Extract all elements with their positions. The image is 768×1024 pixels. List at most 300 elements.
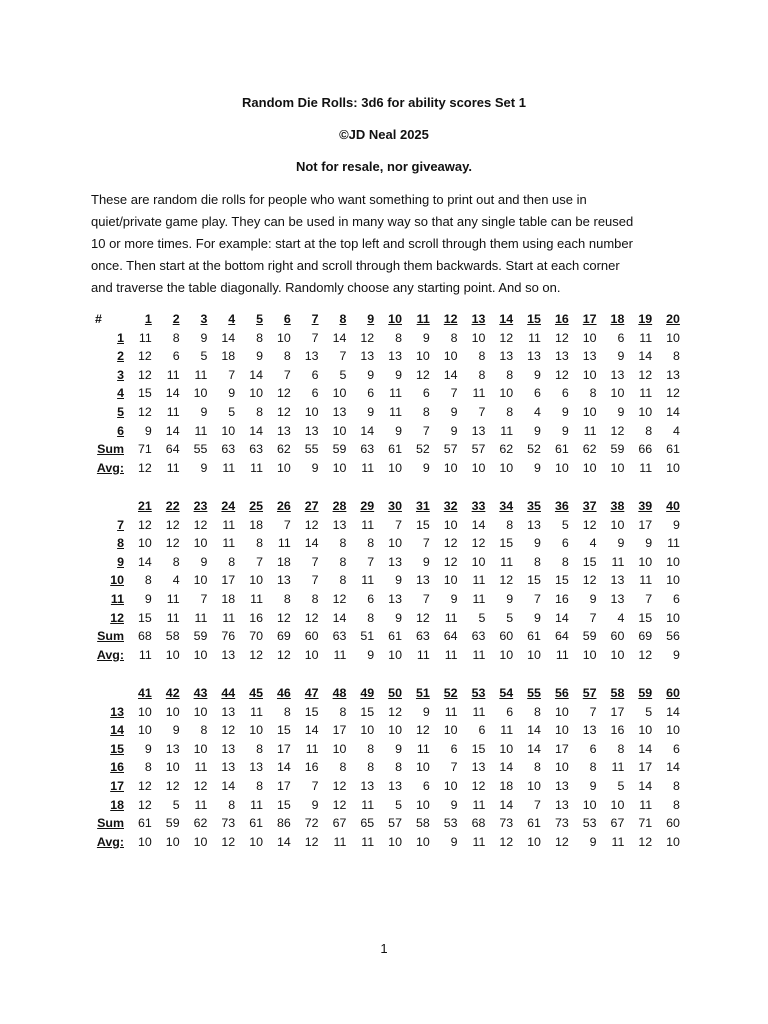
- roll-cell: 12: [554, 367, 569, 382]
- row-label: 6: [117, 423, 124, 438]
- roll-cell: 10: [415, 349, 430, 364]
- roll-cell: 5: [339, 367, 347, 382]
- roll-cell: 7: [478, 404, 486, 419]
- roll-cell: 14: [443, 367, 458, 382]
- roll-cell: 8: [283, 591, 291, 606]
- roll-cell: 14: [471, 517, 486, 532]
- header-row: [88, 310, 680, 329]
- roll-cell: 15: [554, 573, 569, 588]
- roll-cell: 9: [144, 741, 152, 756]
- roll-cell: 10: [332, 423, 347, 438]
- roll-table-block-3: [88, 684, 680, 851]
- roll-cell: 9: [617, 349, 625, 364]
- roll-cell: 14: [304, 536, 319, 551]
- roll-cell: 8: [339, 554, 347, 569]
- roll-cell: 10: [443, 349, 458, 364]
- roll-cell: 8: [256, 536, 263, 551]
- roll-cell: 61: [666, 442, 680, 457]
- roll-cell: 14: [165, 386, 180, 401]
- intro-line: and traverse the table diagonally. Randomly choose any starting point. And so on.: [91, 280, 561, 295]
- roll-cell: 8: [283, 349, 291, 364]
- roll-cell: 14: [138, 554, 152, 569]
- roll-cell: 10: [666, 330, 680, 345]
- column-header: 34: [499, 499, 514, 513]
- roll-cell: 6: [367, 386, 375, 401]
- table-row: [88, 329, 680, 348]
- row-label: Sum: [97, 816, 124, 831]
- header-row: [88, 497, 680, 516]
- roll-cell: 14: [276, 760, 291, 775]
- roll-cell: 52: [527, 442, 541, 457]
- roll-cell: 11: [277, 536, 291, 551]
- row-label: 10: [110, 573, 124, 588]
- intro-line: 10 or more times. For example: start at the top left and scroll through them using each number: [91, 236, 633, 251]
- roll-cell: 8: [395, 330, 402, 345]
- roll-cell: 17: [332, 723, 347, 738]
- roll-cell: 10: [249, 723, 263, 738]
- roll-cell: 11: [194, 760, 208, 775]
- table-row: [88, 459, 680, 478]
- roll-cell: 59: [332, 442, 347, 457]
- roll-cell: 10: [666, 460, 680, 475]
- roll-cell: 13: [527, 517, 541, 532]
- column-header: 46: [276, 686, 291, 700]
- roll-cell: 9: [589, 834, 597, 849]
- roll-cell: 9: [422, 704, 430, 719]
- roll-cell: 11: [667, 536, 680, 551]
- roll-cell: 16: [304, 760, 319, 775]
- roll-cell: 5: [645, 704, 653, 719]
- roll-cell: 67: [332, 816, 347, 831]
- roll-cell: 14: [360, 423, 375, 438]
- row-label: 14: [110, 723, 124, 738]
- roll-cell: 69: [638, 629, 653, 644]
- intro-paragraph: [91, 189, 681, 299]
- roll-cell: 10: [554, 460, 569, 475]
- roll-cell: 7: [534, 797, 541, 812]
- roll-cell: 12: [304, 610, 319, 625]
- roll-cell: 10: [582, 330, 597, 345]
- roll-cell: 8: [311, 591, 319, 606]
- roll-cell: 68: [471, 816, 486, 831]
- roll-cell: 10: [666, 723, 680, 738]
- roll-cell: 10: [610, 797, 625, 812]
- roll-cell: 17: [638, 517, 653, 532]
- roll-cell: 11: [444, 704, 458, 719]
- roll-cell: 73: [499, 816, 514, 831]
- roll-cell: 17: [610, 704, 625, 719]
- roll-cell: 9: [367, 367, 375, 382]
- roll-cell: 10: [388, 460, 402, 475]
- roll-cell: 12: [304, 517, 319, 532]
- roll-cell: 8: [172, 554, 180, 569]
- roll-cell: 11: [250, 460, 263, 475]
- roll-cell: 15: [304, 704, 319, 719]
- column-header: 8: [339, 312, 347, 326]
- column-header: 18: [610, 312, 625, 326]
- column-header: 29: [360, 499, 375, 513]
- roll-cell: 14: [499, 797, 514, 812]
- roll-cell: 12: [499, 834, 514, 849]
- roll-cell: 10: [332, 386, 347, 401]
- roll-cell: 11: [639, 460, 653, 475]
- column-header: 17: [582, 312, 597, 326]
- roll-cell: 63: [471, 629, 486, 644]
- roll-cell: 60: [304, 629, 319, 644]
- roll-cell: 10: [638, 554, 653, 569]
- roll-cell: 11: [250, 704, 263, 719]
- roll-cell: 11: [333, 834, 347, 849]
- roll-cell: 10: [388, 723, 402, 738]
- roll-cell: 13: [360, 778, 375, 793]
- column-header: 9: [367, 312, 375, 326]
- roll-cell: 7: [534, 591, 541, 606]
- roll-cell: 8: [367, 741, 375, 756]
- table-row: [88, 553, 680, 572]
- table-row: [88, 422, 680, 441]
- column-header: 54: [499, 686, 514, 700]
- roll-cell: 14: [165, 423, 180, 438]
- column-header: 58: [610, 686, 625, 700]
- roll-cell: 66: [638, 442, 653, 457]
- roll-cell: 18: [221, 591, 236, 606]
- roll-cell: 14: [638, 349, 653, 364]
- roll-cell: 14: [666, 704, 680, 719]
- roll-cell: 57: [388, 816, 402, 831]
- roll-cell: 11: [472, 647, 486, 662]
- roll-cell: 53: [443, 816, 458, 831]
- roll-cell: 8: [256, 330, 263, 345]
- roll-cell: 9: [450, 423, 458, 438]
- roll-cell: 11: [222, 517, 236, 532]
- table-row: [88, 627, 680, 646]
- roll-cell: 61: [249, 816, 263, 831]
- roll-cell: 9: [561, 423, 569, 438]
- roll-cell: 10: [165, 704, 180, 719]
- column-header: 41: [138, 686, 152, 700]
- roll-cell: 8: [283, 704, 291, 719]
- roll-cell: 15: [582, 554, 597, 569]
- roll-cell: 10: [610, 517, 625, 532]
- roll-cell: 6: [311, 367, 319, 382]
- roll-cell: 10: [193, 741, 208, 756]
- roll-cell: 10: [471, 330, 486, 345]
- column-header: 2: [172, 312, 180, 326]
- roll-cell: 9: [172, 723, 180, 738]
- roll-cell: 4: [673, 423, 680, 438]
- roll-cell: 12: [582, 573, 597, 588]
- column-header: 24: [221, 499, 236, 513]
- roll-cell: 10: [193, 834, 208, 849]
- roll-cell: 58: [165, 629, 180, 644]
- roll-cell: 10: [666, 554, 680, 569]
- roll-cell: 12: [304, 834, 319, 849]
- roll-cell: 9: [534, 536, 541, 551]
- roll-cell: 12: [165, 517, 180, 532]
- column-header: 59: [638, 686, 653, 700]
- column-header: 60: [666, 686, 680, 700]
- roll-cell: 13: [554, 797, 569, 812]
- column-header: 37: [582, 499, 597, 513]
- roll-cell: 8: [478, 349, 486, 364]
- roll-cell: 7: [339, 349, 347, 364]
- roll-cell: 14: [276, 834, 291, 849]
- roll-cell: 7: [422, 591, 430, 606]
- row-label: 5: [117, 404, 124, 419]
- roll-cell: 13: [610, 573, 625, 588]
- roll-cell: 10: [471, 460, 486, 475]
- roll-cell: 6: [561, 536, 569, 551]
- column-header: 56: [554, 686, 569, 700]
- roll-cell: 14: [638, 778, 653, 793]
- row-label: Sum: [97, 442, 124, 457]
- roll-cell: 13: [666, 367, 680, 382]
- roll-cell: 63: [360, 442, 375, 457]
- roll-cell: 12: [332, 591, 347, 606]
- roll-cell: 12: [443, 536, 458, 551]
- roll-cell: 9: [228, 386, 236, 401]
- roll-cell: 15: [527, 573, 541, 588]
- roll-cell: 9: [645, 536, 653, 551]
- roll-cell: 15: [138, 610, 152, 625]
- roll-cell: 14: [638, 741, 653, 756]
- roll-cell: 10: [304, 404, 319, 419]
- roll-cell: 17: [221, 573, 236, 588]
- roll-cell: 10: [388, 647, 402, 662]
- row-label: Avg:: [96, 460, 124, 475]
- roll-cell: 15: [638, 610, 653, 625]
- roll-cell: 5: [561, 517, 569, 532]
- roll-cell: 9: [395, 610, 402, 625]
- roll-cell: 12: [666, 386, 680, 401]
- roll-cell: 6: [367, 591, 375, 606]
- roll-cell: 8: [200, 723, 208, 738]
- row-label: Sum: [97, 629, 124, 644]
- roll-cell: 10: [304, 647, 319, 662]
- roll-cell: 8: [339, 760, 347, 775]
- column-header: 26: [276, 499, 291, 513]
- roll-cell: 9: [395, 423, 402, 438]
- roll-cell: 4: [172, 573, 180, 588]
- roll-cell: 16: [554, 591, 569, 606]
- roll-cell: 5: [172, 797, 180, 812]
- column-header: 23: [193, 499, 208, 513]
- roll-cell: 13: [388, 778, 402, 793]
- roll-cell: 16: [249, 610, 263, 625]
- roll-cell: 76: [221, 629, 236, 644]
- column-header: 57: [582, 686, 597, 700]
- row-label: 12: [110, 610, 124, 625]
- roll-cell: 61: [388, 629, 402, 644]
- roll-cell: 62: [499, 442, 514, 457]
- roll-cell: 10: [193, 704, 208, 719]
- roll-cell: 11: [500, 554, 514, 569]
- roll-cell: 6: [172, 349, 180, 364]
- roll-cell: 11: [166, 367, 180, 382]
- roll-cell: 51: [360, 629, 375, 644]
- roll-cell: 13: [554, 349, 569, 364]
- roll-cell: 14: [666, 404, 680, 419]
- roll-cell: 8: [395, 760, 402, 775]
- roll-cell: 61: [138, 816, 152, 831]
- table-row: [88, 796, 680, 815]
- column-header: 14: [499, 312, 514, 326]
- roll-cell: 12: [138, 460, 152, 475]
- roll-cell: 9: [395, 741, 402, 756]
- roll-cell: 13: [415, 573, 430, 588]
- roll-cell: 10: [638, 404, 653, 419]
- roll-cell: 18: [221, 349, 236, 364]
- roll-cell: 11: [583, 423, 597, 438]
- roll-cell: 62: [582, 442, 597, 457]
- roll-cell: 9: [450, 404, 458, 419]
- table-row: [88, 646, 680, 665]
- roll-cell: 11: [639, 330, 653, 345]
- row-label: Avg:: [96, 834, 124, 849]
- roll-cell: 60: [610, 629, 625, 644]
- table-row: [88, 703, 680, 722]
- column-header: 5: [256, 312, 263, 326]
- roll-cell: 10: [388, 834, 402, 849]
- roll-cell: 7: [311, 573, 319, 588]
- column-header: 50: [388, 686, 402, 700]
- roll-cell: 10: [249, 386, 263, 401]
- roll-cell: 8: [450, 330, 458, 345]
- column-header: 30: [388, 499, 402, 513]
- roll-cell: 69: [276, 629, 291, 644]
- roll-cell: 5: [200, 349, 208, 364]
- roll-cell: 9: [534, 367, 541, 382]
- column-header: 25: [249, 499, 263, 513]
- roll-cell: 7: [422, 423, 430, 438]
- roll-cell: 7: [367, 554, 375, 569]
- roll-cell: 15: [471, 741, 486, 756]
- roll-cell: 10: [443, 460, 458, 475]
- roll-cell: 10: [193, 386, 208, 401]
- corner-label: [88, 497, 124, 516]
- roll-cell: 7: [200, 591, 208, 606]
- roll-cell: 12: [276, 404, 291, 419]
- column-header: 48: [332, 686, 347, 700]
- roll-cell: 10: [499, 741, 514, 756]
- roll-cell: 7: [283, 367, 291, 382]
- roll-cell: 14: [249, 423, 263, 438]
- column-header: 7: [311, 312, 319, 326]
- roll-cell: 11: [166, 460, 180, 475]
- roll-cell: 55: [193, 442, 208, 457]
- roll-cell: 10: [527, 778, 541, 793]
- table-row: [88, 403, 680, 422]
- roll-cell: 73: [554, 816, 569, 831]
- roll-cell: 11: [555, 647, 569, 662]
- roll-cell: 6: [589, 741, 597, 756]
- roll-cell: 12: [138, 797, 152, 812]
- roll-cell: 11: [444, 610, 458, 625]
- column-header: 47: [304, 686, 319, 700]
- roll-cell: 13: [360, 349, 375, 364]
- roll-cell: 11: [361, 573, 375, 588]
- roll-cell: 8: [339, 536, 347, 551]
- roll-cell: 14: [221, 330, 236, 345]
- roll-cell: 12: [471, 536, 486, 551]
- roll-cell: 13: [499, 349, 514, 364]
- roll-cell: 11: [472, 591, 486, 606]
- roll-cell: 5: [478, 610, 486, 625]
- column-header: 19: [638, 312, 653, 326]
- roll-cell: 14: [221, 778, 236, 793]
- column-header: 53: [471, 686, 486, 700]
- roll-cell: 11: [333, 647, 347, 662]
- roll-cell: 8: [172, 330, 180, 345]
- roll-cell: 9: [200, 404, 208, 419]
- roll-cell: 8: [506, 404, 514, 419]
- row-label: 11: [110, 591, 124, 606]
- roll-cell: 6: [617, 330, 625, 345]
- roll-cell: 9: [367, 404, 375, 419]
- roll-cell: 11: [389, 386, 402, 401]
- roll-cell: 10: [527, 647, 541, 662]
- intro-line: These are random die rolls for people who want something to print out and then use in: [91, 192, 587, 207]
- table-row: [88, 814, 680, 833]
- column-header: 4: [228, 312, 236, 326]
- roll-cell: 14: [332, 330, 347, 345]
- roll-cell: 11: [472, 834, 486, 849]
- roll-cell: 9: [395, 367, 402, 382]
- roll-cell: 8: [673, 349, 680, 364]
- roll-cell: 5: [617, 778, 625, 793]
- row-label: Avg:: [96, 647, 124, 662]
- roll-cell: 9: [311, 797, 319, 812]
- roll-cell: 10: [249, 573, 263, 588]
- column-header: 21: [138, 499, 152, 513]
- column-header: 27: [304, 499, 319, 513]
- roll-cell: 17: [554, 741, 569, 756]
- roll-cell: 67: [610, 816, 625, 831]
- roll-cell: 12: [138, 404, 152, 419]
- roll-cell: 9: [450, 797, 458, 812]
- roll-cell: 12: [415, 367, 430, 382]
- roll-cell: 10: [276, 460, 291, 475]
- roll-cell: 12: [388, 704, 402, 719]
- roll-cell: 10: [443, 573, 458, 588]
- roll-cell: 9: [589, 591, 597, 606]
- table-row: [88, 534, 680, 553]
- roll-cell: 86: [276, 816, 291, 831]
- roll-cell: 10: [249, 834, 263, 849]
- roll-cell: 11: [222, 536, 236, 551]
- roll-cell: 7: [395, 517, 402, 532]
- roll-cell: 10: [415, 760, 430, 775]
- roll-cell: 4: [589, 536, 597, 551]
- roll-cell: 12: [638, 834, 653, 849]
- roll-cell: 70: [249, 629, 263, 644]
- roll-cell: 11: [138, 647, 152, 662]
- roll-cell: 10: [582, 647, 597, 662]
- roll-cell: 9: [144, 591, 152, 606]
- roll-cell: 13: [610, 367, 625, 382]
- roll-cell: 15: [276, 797, 291, 812]
- roll-cell: 58: [415, 816, 430, 831]
- roll-cell: 6: [561, 386, 569, 401]
- column-header: 51: [415, 686, 430, 700]
- roll-cell: 13: [388, 591, 402, 606]
- roll-cell: 13: [276, 423, 291, 438]
- column-header: 42: [165, 686, 180, 700]
- roll-cell: 9: [534, 460, 541, 475]
- row-label: 9: [117, 554, 124, 569]
- roll-cell: 11: [639, 386, 653, 401]
- roll-cell: 12: [415, 723, 430, 738]
